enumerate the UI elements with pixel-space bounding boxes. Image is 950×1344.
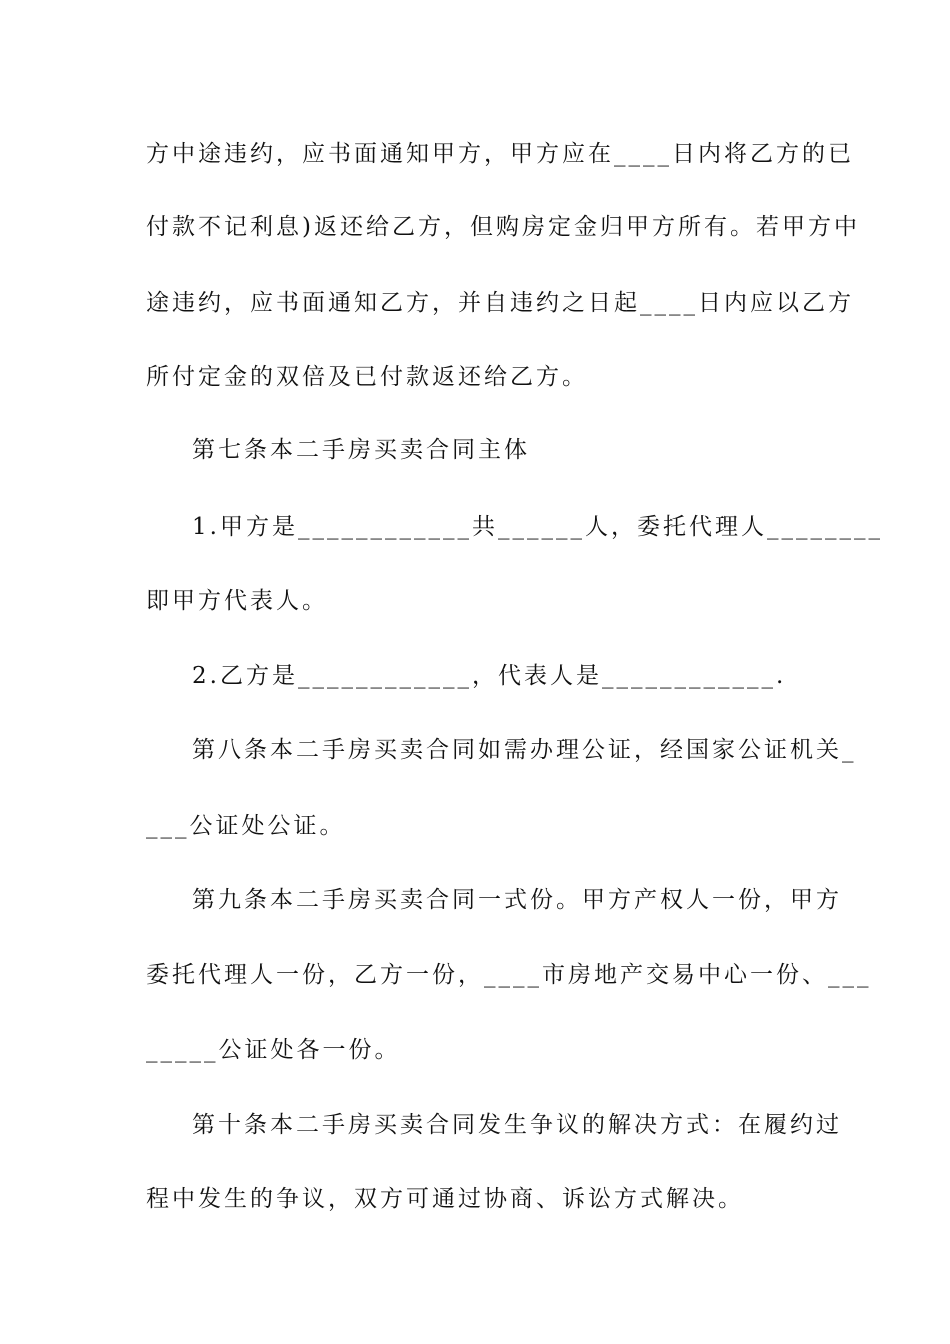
paragraph-line: 程中发生的争议，双方可通过协商、诉讼方式解决。 — [146, 1186, 744, 1212]
paragraph-line: 所付定金的双倍及已付款返还给乙方。 — [146, 364, 588, 390]
paragraph-line: 方中途违约，应书面通知甲方，甲方应在____日内将乙方的已 — [146, 141, 854, 167]
clause-line: 1.甲方是____________共______人，委托代理人________ — [192, 514, 883, 540]
clause-line: 2.乙方是____________，代表人是____________. — [192, 663, 787, 689]
paragraph-line: 付款不记利息)返还给乙方，但购房定金归甲方所有。若甲方中 — [146, 214, 860, 240]
paragraph-line: 委托代理人一份，乙方一份，____市房地产交易中心一份、___ — [146, 962, 872, 988]
section-heading-article-8: 第八条本二手房买卖合同如需办理公证，经国家公证机关_ — [192, 737, 857, 763]
clause-line: 即甲方代表人。 — [146, 588, 328, 614]
paragraph-line: _____公证处各一份。 — [146, 1037, 401, 1063]
paragraph-line: 途违约，应书面通知乙方，并自违约之日起____日内应以乙方 — [146, 290, 854, 316]
section-heading-article-9: 第九条本二手房买卖合同一式份。甲方产权人一份，甲方 — [192, 887, 842, 913]
paragraph-line: ___公证处公证。 — [146, 813, 346, 839]
section-heading-article-7: 第七条本二手房买卖合同主体 — [192, 437, 530, 463]
section-heading-article-10: 第十条本二手房买卖合同发生争议的解决方式：在履约过 — [192, 1112, 842, 1138]
